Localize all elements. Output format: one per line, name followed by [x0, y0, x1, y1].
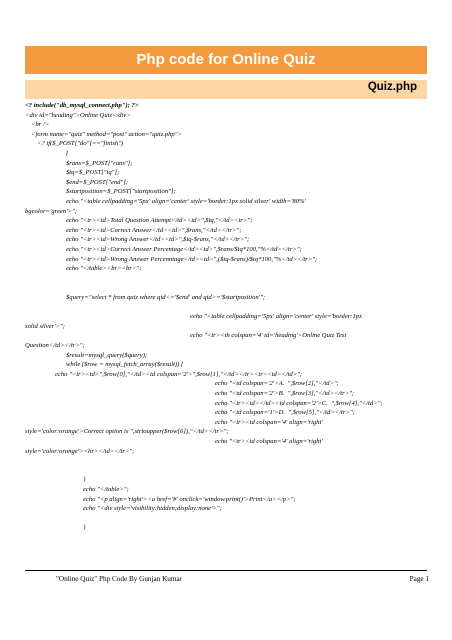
footer-credit: "Online Quiz" Php Code By Gunjan Kumar	[56, 575, 183, 583]
code-line: <div id="heading">Online Quiz</div>	[25, 111, 131, 119]
code-line: style='color:orange'><hr></td></tr>";	[25, 447, 135, 455]
code-line: style='color:orange'>Correct option is ",strtoupper($row[6]),"</td></tr>";	[25, 428, 229, 436]
filename-bar	[25, 80, 427, 99]
code-line: Question</td></tr>";	[25, 342, 85, 349]
code-line: $query="select * from quiz where qid<='$end' and qid>='$startposition'";	[66, 294, 266, 301]
code-line: <form name="quiz" method="post" action="quiz.php">	[31, 130, 182, 138]
code-line: {	[66, 150, 69, 157]
code-line: echo "<td colspan='1'>D. ",$row[5],"</td></tr>";	[215, 409, 355, 417]
code-line: echo "<tr><th colspan='4' id='heading'>Online Quiz Test	[190, 332, 347, 340]
code-line: echo "<tr><td>Wrong Answer Percenntage</td><td>",($tq-$rans)/$tq*100,"%</td></tr>";	[66, 255, 318, 263]
code-line: echo "<td colspan='2'>B. ",$row[3],"</td></tr>";	[215, 390, 355, 397]
code-line: echo "<tr><td>Wrong Answer</td><td>",$tq-$rans,"</td></tr>";	[66, 236, 250, 244]
code-line: echo "<tr><td colspan='4' align='right'	[215, 418, 323, 426]
code-line: echo "<tr><td>",$row[0],"</td><td colspan='2'>",$row[1],"</td></tr><tr><td></td>";	[55, 370, 303, 378]
code-line: echo "</table><br><br>";	[66, 265, 142, 273]
code-line: <? include("db_mysql_connect.php"); ?>	[25, 102, 139, 109]
code-line: $rans=$_POST["rans"];	[66, 159, 133, 167]
code-line: echo "<tr><td>Correct Answer</td><td>",$rans,"</td></tr>";	[66, 226, 242, 234]
code-line: echo "<div style='visibility:hidden;display:none'>";	[83, 505, 222, 513]
code-line: <? if($_POST["do"]=="finish")	[37, 140, 124, 148]
code-line: $end=$_POST["end"];	[66, 178, 128, 186]
code-line: echo "</table>";	[83, 486, 129, 493]
code-line: echo "<tr><td colspan='4' align='right'	[215, 438, 323, 445]
code-line: echo "<table cellpadding='5px' align='center' style='border:1px	[190, 313, 363, 321]
code-line: echo "<p align='right'><a href='#' onclick='window.print()'>Print</a></p>";	[83, 495, 296, 503]
code-line: }	[83, 476, 86, 484]
code-line: $startposition=$_POST["startposition"];	[66, 188, 176, 196]
code-line: echo "<table cellpadding='5px' align='center' style='border:1px solid silver' width='80%'	[66, 198, 306, 205]
footer-divider	[25, 570, 427, 571]
code-line: }	[83, 524, 86, 532]
code-line: while ($row = mysql_fetch_array($result)) {	[66, 361, 184, 369]
code-line: echo "<tr><td></td><td colspan='2'>C. ",$row[4],"</td>";	[215, 399, 383, 407]
code-line: bgcolor='green'>";	[25, 207, 77, 215]
code-line: echo "<tr><td>Correct Answer Percentage</td><td>",$rans/$tq*100,"%</td></tr>";	[66, 246, 302, 253]
code-line: $tq=$_POST["tq"];	[66, 169, 120, 177]
code-line: solid silver'>";	[25, 322, 65, 330]
page-number: Page 1	[409, 575, 429, 583]
filename-label: Quiz.php	[367, 81, 417, 93]
code-line: echo "<tr><td>Total Question Attempt</td><td>",$tq,"</td><tr>";	[66, 217, 253, 225]
code-line: $result=mysql_query($query);	[66, 351, 148, 359]
code-line: echo "<td colspan='2'>A. ",$row[2],"</td>";	[215, 380, 339, 388]
code-line: <br />	[31, 121, 50, 129]
page-title: Php code for Online Quiz	[25, 46, 427, 74]
